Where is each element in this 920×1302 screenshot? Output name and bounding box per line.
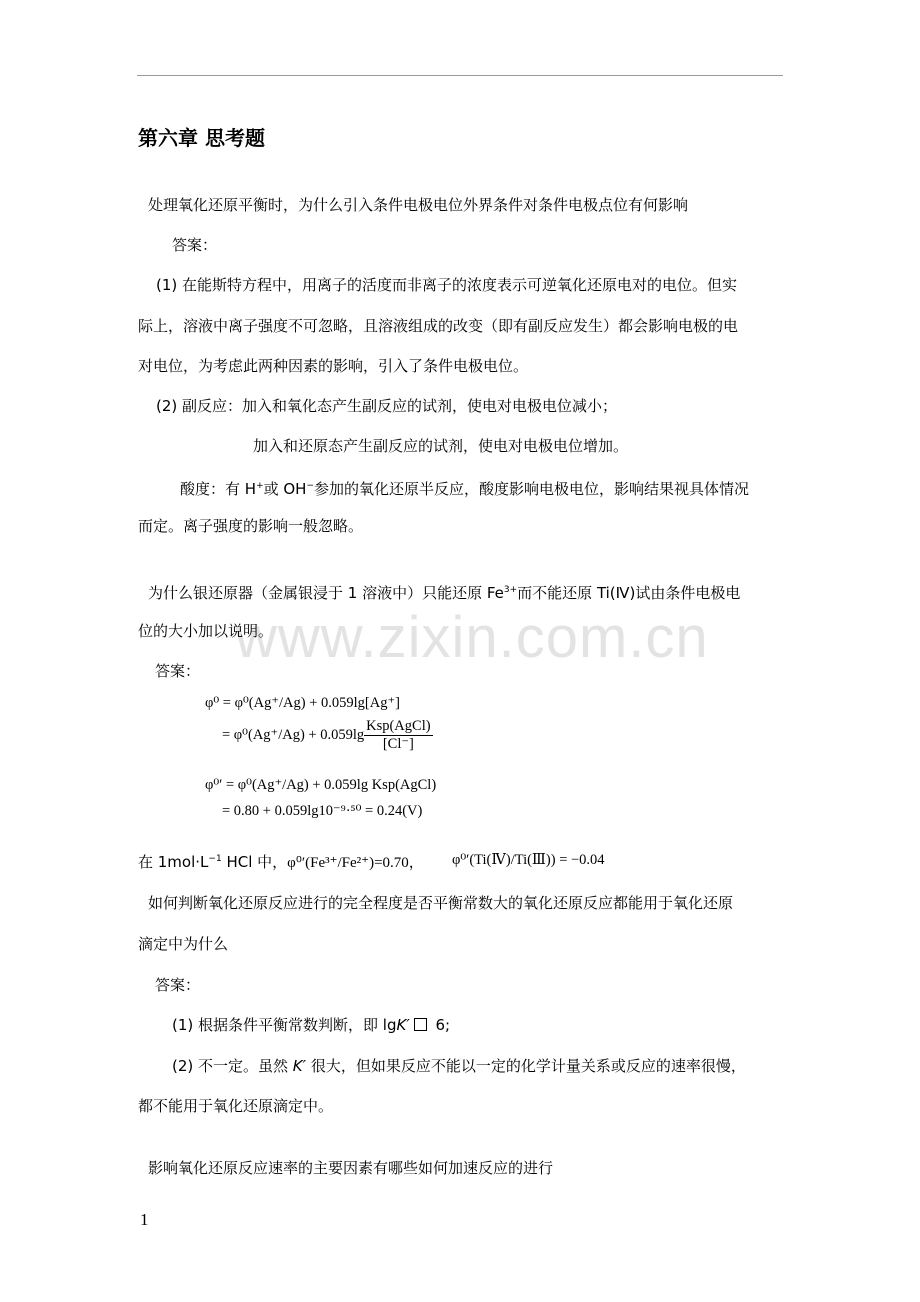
equation-1-line-1: φ⁰ = φ⁰(Ag⁺/Ag) + 0.059lg[Ag⁺] xyxy=(205,695,400,711)
condition-mid: HCl 中， xyxy=(221,853,288,871)
page-number: 1 xyxy=(140,1210,149,1229)
question-4: 影响氧化还原反应速率的主要因素有哪些如何加速反应的进行 xyxy=(148,1159,554,1177)
ti-potential: φ⁰′(Ti(Ⅳ)/Ti(Ⅲ)) = −0.04 xyxy=(452,852,605,868)
header-rule xyxy=(137,75,783,76)
q3-answer-1-prefix: (1) 根据条件平衡常数判断，即 lg xyxy=(172,1016,397,1034)
q1-answer-1-line-2: 际上，溶液中离子强度不可忽略，且溶液组成的改变（即有副反应发生）都会影响电极的电 xyxy=(138,317,739,335)
answer-label-3: 答案： xyxy=(155,976,201,994)
fraction-denominator: [Cl⁻] xyxy=(364,735,432,753)
watermark: www.zixin.com.cn xyxy=(235,605,709,670)
question-2-part-a: 为什么银还原器（金属银浸于 1 溶液中）只能还原 Fe xyxy=(148,584,504,602)
ksp-fraction xyxy=(364,718,432,753)
chapter-title: 第六章 思考题 xyxy=(138,126,265,150)
acidity-mid: 或 OH xyxy=(263,480,307,498)
equation-2-line-2: = 0.80 + 0.059lg10⁻⁹·⁵⁰ = 0.24(V) xyxy=(222,803,423,819)
question-3-line-2: 滴定中为什么 xyxy=(138,935,229,953)
placeholder-box-icon xyxy=(414,1018,427,1031)
equation-1-line-2 xyxy=(222,718,433,753)
q3-answer-2-prefix: (2) 不一定。虽然 xyxy=(172,1057,293,1075)
fe-charge: 3+ xyxy=(503,585,518,595)
condition-exponent: −1 xyxy=(208,854,222,864)
equation-2-line-1: φ⁰′ = φ⁰(Ag⁺/Ag) + 0.059lg Ksp(AgCl) xyxy=(205,777,437,793)
acidity-prefix: 酸度：有 H xyxy=(180,480,257,498)
k-prime-2: K′ xyxy=(292,1057,307,1075)
answer-label-1: 答案： xyxy=(172,236,218,254)
k-prime: K′ xyxy=(396,1016,410,1034)
q1-answer-3-line-1 xyxy=(180,476,749,499)
h-charge: + xyxy=(256,481,264,491)
fe-potential: φ⁰′(Fe³⁺/Fe²⁺)=0.70， xyxy=(287,855,424,871)
question-2-line-1 xyxy=(148,580,740,603)
q3-answer-2-line-2: 都不能用于氧化还原滴定中。 xyxy=(138,1097,334,1115)
question-1: 处理氧化还原平衡时，为什么引入条件电极电位外界条件对条件电极点位有何影响 xyxy=(148,196,689,214)
question-2-part-b: 而不能还原 Ti(Ⅳ)试由条件电极电 xyxy=(517,584,741,602)
q3-answer-2-rest: 很大，但如果反应不能以一定的化学计量关系或反应的速率很慢， xyxy=(306,1057,746,1075)
q3-answer-2-line-1 xyxy=(172,1056,746,1076)
question-2-line-2: 位的大小加以说明。 xyxy=(138,622,274,640)
condition-line xyxy=(138,849,424,873)
q1-answer-3-line-2: 而定。离子强度的影响一般忽略。 xyxy=(138,517,364,535)
acidity-rest: 参加的氧化还原半反应，酸度影响电极电位，影响结果视具体情况 xyxy=(314,480,750,498)
q3-answer-1-suffix: 6; xyxy=(430,1016,451,1034)
oh-charge: − xyxy=(306,481,315,491)
condition-prefix: 在 1mol·L xyxy=(138,853,209,871)
q1-answer-1-line-1: (1) 在能斯特方程中，用离子的活度而非离子的浓度表示可逆氧化还原电对的电位。但实 xyxy=(156,276,738,294)
q1-answer-2-line-1: (2) 副反应：加入和氧化态产生副反应的试剂，使电对电极电位减小； xyxy=(156,397,618,415)
question-3-line-1: 如何判断氧化还原反应进行的完全程度是否平衡常数大的氧化还原反应都能用于氧化还原 xyxy=(148,894,734,912)
q1-answer-2-line-2: 加入和还原态产生副反应的试剂，使电对电极电位增加。 xyxy=(253,437,629,455)
equation-1-line-2-lhs: = φ⁰(Ag⁺/Ag) + 0.059lg xyxy=(222,726,365,743)
q3-answer-1 xyxy=(172,1015,450,1035)
fraction-numerator: Ksp(AgCl) xyxy=(366,718,431,734)
q1-answer-1-line-3: 对电位，为考虑此两种因素的影响，引入了条件电极电位。 xyxy=(138,357,529,375)
answer-label-2: 答案： xyxy=(155,662,201,680)
